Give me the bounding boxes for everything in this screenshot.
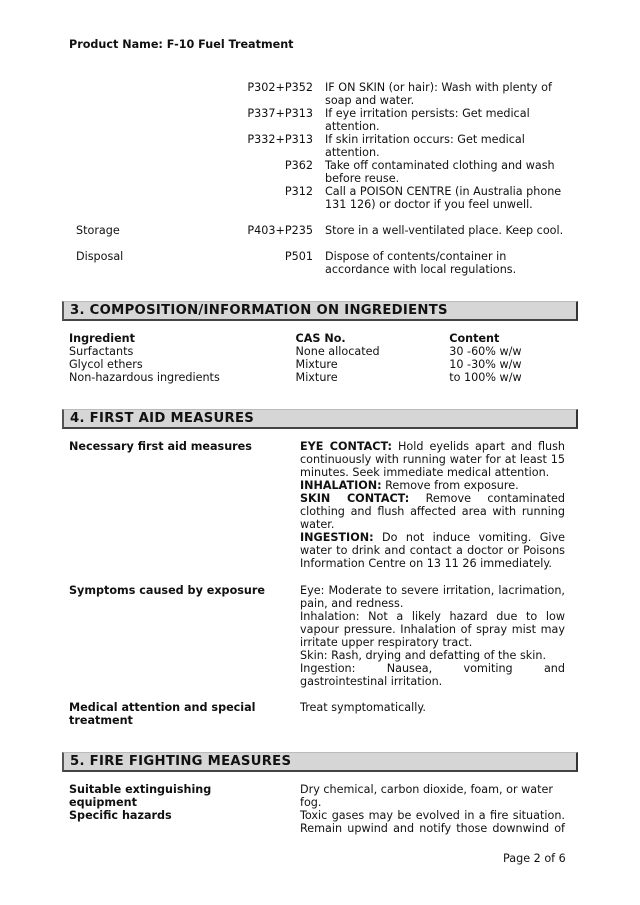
cas-cell: Mixture [295, 371, 338, 384]
storage-label: Storage [76, 224, 120, 237]
medical-attention-text: Treat symptomatically. [300, 701, 426, 714]
ingredient-cell: Surfactants [69, 345, 134, 358]
precaution-code: P337+P313 [247, 107, 313, 120]
necessary-first-aid-text [300, 440, 565, 570]
precaution-text: Call a POISON CENTRE (in Australia phone 131 126) or doctor if you feel unwell. [325, 185, 562, 211]
section-5-header: 5. FIRE FIGHTING MEASURES [62, 752, 578, 772]
ingredients-table [69, 332, 569, 384]
content-cell: 30 -60% w/w [449, 345, 522, 358]
skin-contact-text: Remove contaminated clothing and flush affected area with running water. [300, 492, 565, 531]
disposal-label: Disposal [76, 250, 124, 263]
ingredient-cell: Non-hazardous ingredients [69, 371, 220, 384]
specific-hazards-label: Specific hazards [69, 809, 172, 822]
eye-contact-label: EYE CONTACT: [300, 440, 392, 453]
extinguishing-text: Dry chemical, carbon dioxide, foam, or water fog. [300, 783, 554, 809]
inhalation-label: INHALATION: [300, 479, 382, 492]
symptom-inhalation: Inhalation: Not a likely hazard due to low vapour pressure. Inhalation of spray mist may irritate upper respiratory tract. [300, 610, 565, 649]
ingestion-text: Do not induce vomiting. Give water to drink and contact a doctor or Poisons Information Centre on 13 11 26 immediately. [300, 531, 565, 570]
symptoms-text [300, 584, 565, 688]
precaution-code: P362 [284, 159, 313, 172]
precaution-code: P302+P352 [247, 81, 313, 94]
content-cell: 10 -30% w/w [449, 358, 522, 371]
eye-contact-text: Hold eyelids apart and flush continuously with running water for at least 15 minutes. Seek immediate medical attention. [300, 440, 565, 479]
cas-cell: Mixture [295, 358, 338, 371]
symptom-eye: Eye: Moderate to severe irritation, lacrimation, pain, and redness. [300, 584, 565, 610]
table-row [69, 371, 569, 384]
storage-text: Store in a well-ventilated place. Keep cool. [325, 224, 564, 237]
ingredient-cell: Glycol ethers [69, 358, 143, 371]
necessary-first-aid-label: Necessary first aid measures [69, 440, 252, 453]
section-4-header: 4. FIRST AID MEASURES [62, 409, 578, 429]
table-row [69, 345, 569, 358]
skin-contact-label: SKIN CONTACT: [300, 492, 410, 505]
column-header-ingredient: Ingredient [69, 332, 135, 345]
column-header-content: Content [449, 332, 500, 345]
symptom-ingestion: Ingestion: Nausea, vomiting and gastrointestinal irritation. [300, 662, 565, 688]
precaution-text: If skin irritation occurs: Get medical attention. [325, 133, 525, 159]
inhalation-text: Remove from exposure. [381, 479, 519, 492]
disposal-text: Dispose of contents/container in accordance with local regulations. [325, 250, 517, 276]
section-3-header: 3. COMPOSITION/INFORMATION ON INGREDIENTS [62, 301, 578, 321]
precaution-code: P312 [284, 185, 313, 198]
page-number: Page 2 of 6 [503, 852, 566, 865]
content-cell: to 100% w/w [449, 371, 522, 384]
symptoms-label: Symptoms caused by exposure [69, 584, 265, 597]
precaution-text: If eye irritation persists: Get medical attention. [325, 107, 530, 133]
precaution-code: P332+P313 [247, 133, 313, 146]
product-name: Product Name: F-10 Fuel Treatment [69, 38, 294, 51]
ingestion-label: INGESTION: [300, 531, 374, 544]
precaution-text: IF ON SKIN (or hair): Wash with plenty of soap and water. [325, 81, 552, 107]
medical-attention-label: Medical attention and special treatment [69, 701, 256, 727]
symptom-skin: Skin: Rash, drying and defatting of the skin. [300, 649, 547, 662]
storage-code: P403+P235 [247, 224, 313, 237]
precaution-text: Take off contaminated clothing and wash before reuse. [325, 159, 555, 185]
specific-hazards-text: Toxic gases may be evolved in a fire situation. Remain upwind and notify those downwind of [300, 809, 565, 835]
extinguishing-label: Suitable extinguishing equipment [69, 783, 212, 809]
column-header-cas: CAS No. [295, 332, 346, 345]
disposal-code: P501 [284, 250, 313, 263]
cas-cell: None allocated [295, 345, 380, 358]
table-header-row [69, 332, 569, 345]
table-row [69, 358, 569, 371]
